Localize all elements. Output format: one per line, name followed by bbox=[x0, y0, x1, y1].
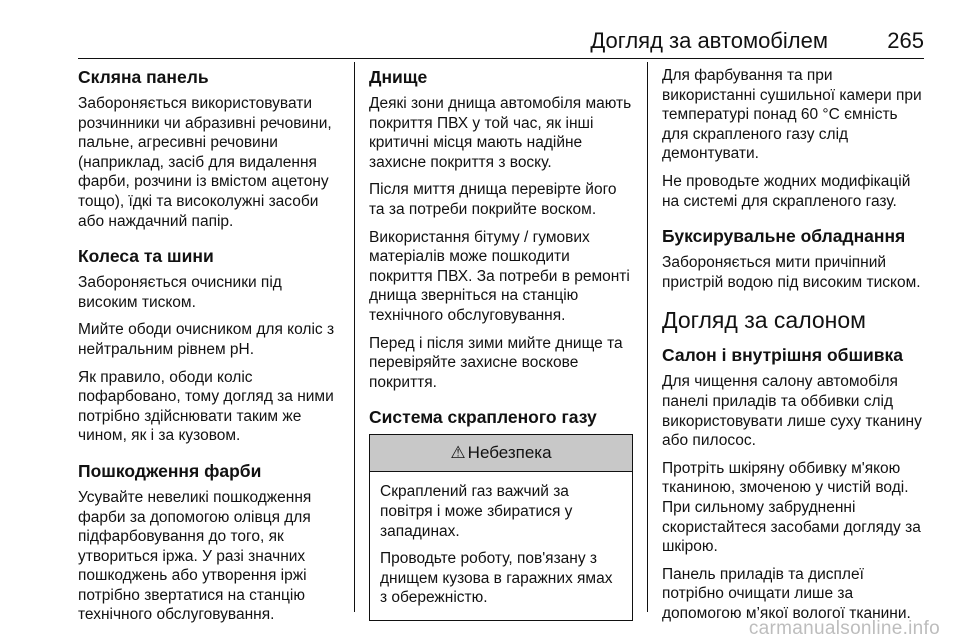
wheels-paragraph-1: Забороняється очисники під високим тиском. bbox=[78, 274, 282, 311]
warning-header bbox=[370, 435, 632, 472]
interior-paragraph-2: Протріть шкіряну оббивку м'якою тканиною, змоченою у чистій воді. При сильному забрудненні скористайтеся засобами догляду за шкірою. bbox=[662, 459, 921, 556]
towbar-heading: Буксирувальне обладнання bbox=[662, 226, 906, 247]
page-header bbox=[78, 22, 924, 54]
lpg-paragraph-2: Не проводьте жодних модифікацій на системі для скрапленого газу. bbox=[662, 172, 911, 210]
underbody-paragraph-3: Використання бітуму / гумових матеріалів може пошкодити покриття ПВХ. За потреби в ремонті днища зверніться на станцію технічного обслуговування. bbox=[369, 228, 630, 324]
column-divider-1 bbox=[354, 62, 355, 612]
underbody-paragraph-1: Деякі зони днища автомобіля мають покриття ПВХ у той час, як інші критичні місця мають надійне захисне покриття з воску. bbox=[369, 95, 632, 171]
paint-damage-heading: Пошкодження фарби bbox=[78, 460, 262, 481]
watermark: carmanualsonline.info bbox=[748, 618, 940, 639]
glass-heading: Скляна панель bbox=[78, 67, 209, 87]
interior-care-heading: Догляд за салоном bbox=[662, 307, 866, 334]
column-divider-2 bbox=[647, 62, 648, 612]
warning-triangle-icon: ⚠ bbox=[450, 443, 466, 463]
warning-paragraph-2: Проводьте роботу, пов'язану з днищем кузова в гаражних ямах з обережністю. bbox=[380, 550, 613, 607]
warning-body bbox=[370, 472, 632, 620]
wheels-heading: Колеса та шини bbox=[78, 246, 214, 267]
column-2 bbox=[369, 66, 633, 621]
interior-paragraph-3: Панель приладів та дисплеї потрібно очищати лише за допомогою м’якої вологої тканини. bbox=[662, 565, 911, 622]
glass-text: Забороняється використовувати розчинники чи абразивні речовини, пальне, агресивні речовини (наприклад, засіб для видалення фарби, розчини із вмістом ацетону тощо), їдкі та високолужні засоби або наждачний папір. bbox=[78, 95, 332, 230]
column-1 bbox=[78, 66, 340, 633]
paint-damage-text: Усувайте невеликі пошкодження фарби за допомогою олівця для підфарбовування до того, як утвориться іржа. У разі значних пошкоджень або утворення іржі потрібно звертатися на станцію технічного обслуговування. bbox=[78, 488, 312, 624]
interior-paragraph-1: Для чищення салону автомобіля панелі приладів та оббивки слід використовувати лише суху тканину або пилосос. bbox=[662, 373, 922, 450]
page-number: 265 bbox=[887, 28, 924, 53]
header-divider bbox=[78, 58, 924, 59]
towbar-text: Забороняється мити причіпний пристрій водою під високим тиском. bbox=[662, 254, 921, 291]
column-3 bbox=[662, 66, 924, 631]
underbody-paragraph-4: Перед і після зими мийте днище та перевіряйте захисне воскове покриття. bbox=[369, 334, 623, 391]
header-title: Догляд за автомобілем bbox=[590, 28, 828, 53]
warning-paragraph-1: Скраплений газ важчий за повітря і може збиратися у западинах. bbox=[380, 483, 573, 540]
wheels-paragraph-2: Мийте ободи очисником для коліс з нейтральним рівнем pH. bbox=[78, 321, 335, 358]
underbody-paragraph-2: Після миття днища перевірте його та за потреби покрийте воском. bbox=[369, 181, 617, 218]
lpg-paragraph-1: Для фарбування та при використанні сушильної камери при температурі понад 60 °C ємність для скрапленого газу слід демонтувати. bbox=[662, 67, 922, 163]
interior-trim-heading: Салон і внутрішня обшивка bbox=[662, 345, 904, 366]
lpg-system-heading: Система скрапленого газу bbox=[369, 407, 597, 428]
underbody-heading: Днище bbox=[369, 67, 428, 87]
warning-title: Небезпека bbox=[467, 443, 552, 463]
danger-warning-box bbox=[369, 434, 633, 621]
wheels-paragraph-3: Як правило, ободи коліс пофарбовано, тому догляд за ними потрібно здійснювати таким же чином, як і за кузовом. bbox=[78, 368, 334, 445]
